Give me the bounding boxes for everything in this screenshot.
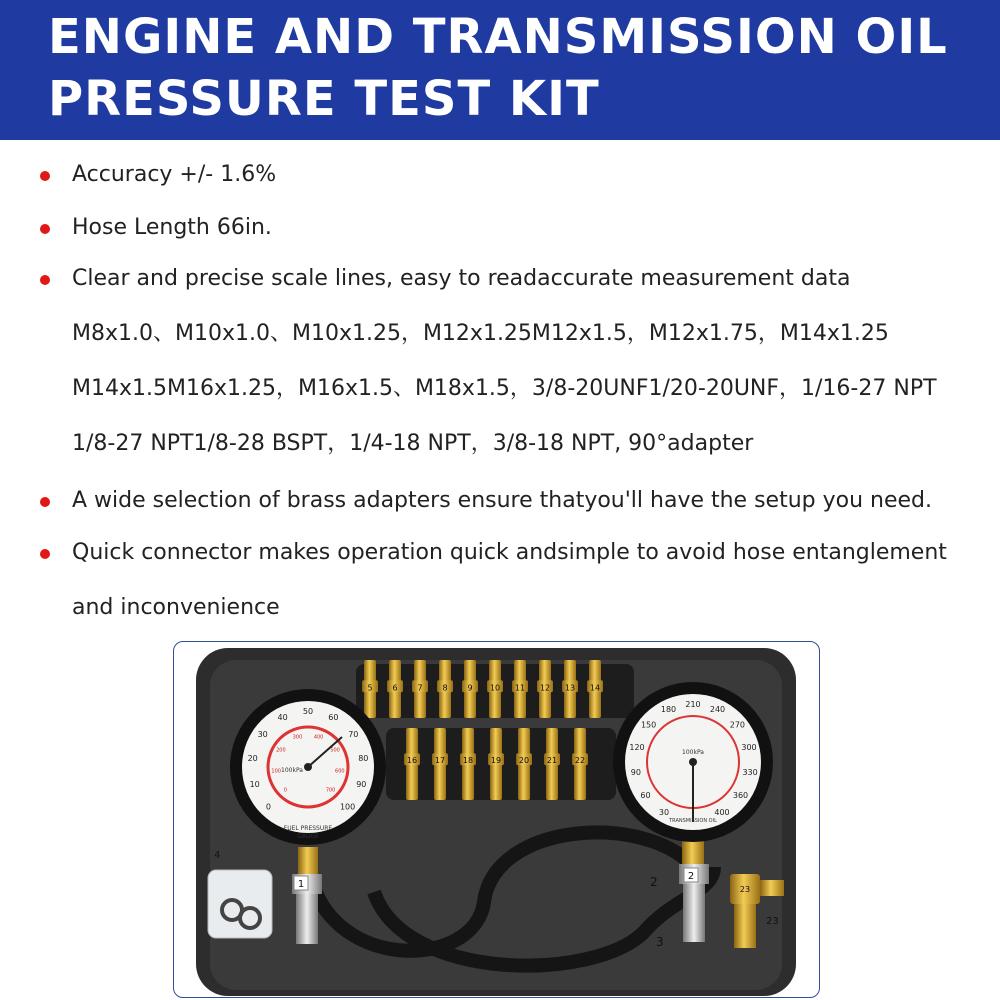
feature-adapters: A wide selection of brass adapters ensure thatyou'll have the setup you need. — [72, 488, 932, 513]
gauge-scale-label: 10 — [249, 780, 260, 790]
adapter-number: 9 — [467, 683, 473, 693]
gauge-scale-label: 210 — [685, 699, 701, 709]
case-number: 4 — [214, 850, 221, 861]
adapter-number: 22 — [574, 756, 586, 766]
adapter-top — [387, 660, 403, 718]
adapter-number: 13 — [564, 683, 576, 693]
gauge-scale-label: 90 — [356, 780, 367, 790]
connector-shaft — [683, 884, 705, 942]
adapter-top — [362, 660, 378, 718]
adapter-top — [587, 660, 603, 718]
page-title — [48, 6, 948, 130]
adapter-sizes-line-1: M8x1.0、M10x1.0、M10x1.25，M12x1.25M12x1.5，M12x1.75，M14x1.25 — [72, 321, 889, 346]
gauge-scale-label: 300 — [741, 742, 757, 752]
title-line-2: PRESSURE TEST KIT — [48, 71, 600, 127]
adapter-middle — [544, 728, 560, 800]
gauge-scale-label: 0 — [283, 787, 287, 794]
adapter-arm — [760, 880, 784, 896]
feature-quick-connector: Quick connector makes operation quick andsimple to avoid hose entanglement — [72, 540, 947, 565]
gauge-units: 100kPa — [281, 767, 303, 774]
adapter-number: 18 — [462, 756, 474, 766]
feature-scale-lines: Clear and precise scale lines, easy to readaccurate measurement data — [72, 266, 851, 291]
adapter-shaft — [734, 904, 756, 948]
adapter-top — [562, 660, 578, 718]
gauge-scale-label: 90 — [630, 767, 641, 777]
gauge-label-2: GAUGE — [297, 833, 319, 840]
bullet-icon — [40, 275, 50, 285]
gauge-scale-label: 100 — [271, 768, 281, 775]
connector-number: 2 — [687, 871, 695, 882]
bullet-icon — [40, 224, 50, 234]
adapter-number: 20 — [518, 756, 530, 766]
gauge-scale-label: 700 — [325, 787, 336, 794]
adapter-number: 10 — [489, 683, 501, 693]
adapter-top — [462, 660, 478, 718]
adapter-top — [512, 660, 528, 718]
feature-hose-length: Hose Length 66in. — [72, 215, 272, 240]
test-kit-case-illustration — [174, 642, 819, 997]
adapter-top — [437, 660, 453, 718]
gauge-scale-label: 20 — [247, 754, 258, 763]
gauge-scale-label: 300 — [292, 734, 303, 741]
adapter-number: 11 — [514, 683, 526, 693]
gauge-scale-label: 500 — [330, 747, 340, 754]
gauge-scale-label: 270 — [729, 720, 746, 730]
quick-connector-1 — [292, 874, 322, 944]
adapter-number: 8 — [442, 683, 448, 693]
adapter-top — [537, 660, 553, 718]
gauge-label: TRANSMISSION OIL — [669, 818, 717, 824]
connector-number: 23 — [739, 885, 751, 894]
gauge-scale-label: 400 — [313, 734, 324, 741]
gauge-scale-label: 30 — [257, 729, 268, 739]
gauge-scale-label: 600 — [335, 768, 345, 775]
adapter-number: 6 — [392, 683, 398, 693]
bullet-icon — [40, 171, 50, 181]
gauge-scale-label: 30 — [658, 808, 670, 817]
connector-shaft — [296, 894, 318, 944]
feature-accuracy: Accuracy +/- 1.6% — [72, 162, 277, 187]
adapter-number: 17 — [434, 756, 446, 766]
adapter-middle — [488, 728, 504, 800]
product-photo — [173, 641, 820, 998]
adapter-sizes-line-3: 1/8-27 NPT1/8-28 BSPT，1/4-18 NPT，3/8-18 NPT, 90°adapter — [72, 431, 754, 456]
adapter-middle — [516, 728, 532, 800]
adapter-middle — [404, 728, 420, 800]
gauge-scale-label: 150 — [640, 720, 657, 730]
gauge-scale-label: 180 — [660, 705, 677, 715]
bullet-icon — [40, 549, 50, 559]
gauge-scale-label: 80 — [358, 754, 369, 763]
gauge-scale-label: 70 — [348, 729, 359, 739]
gauge-scale-label: 100 — [339, 802, 356, 812]
title-banner — [0, 0, 1000, 140]
adapter-number: 21 — [546, 756, 558, 766]
gauge-scale-label: 50 — [302, 706, 314, 716]
adapter-sizes-line-2: M14x1.5M16x1.25，M16x1.5、M18x1.5，3/8-20UNF1/20-20UNF，1/16-27 NPT — [72, 376, 937, 401]
adapter-top — [412, 660, 428, 718]
adapter-number: 5 — [367, 683, 373, 693]
gauge-scale-label: 360 — [732, 791, 749, 801]
feature-quick-connector-cont: and inconvenience — [72, 595, 280, 620]
gauge-scale-label: 60 — [640, 791, 651, 801]
gauge-scale-label: 40 — [277, 712, 288, 722]
adapter-top — [487, 660, 503, 718]
gauge-scale-label: 400 — [714, 808, 730, 817]
adapter-number: 12 — [539, 683, 551, 693]
gauge-units: 100kPa — [682, 749, 704, 756]
adapter-number: 16 — [406, 756, 418, 766]
gauge-scale-label: 0 — [265, 802, 271, 812]
adapter-middle — [432, 728, 448, 800]
adapter-middle — [572, 728, 588, 800]
gauge-label: FUEL PRESSURE — [283, 825, 333, 832]
gauge-pivot — [689, 758, 697, 766]
gauge-scale-label: 200 — [276, 747, 286, 754]
title-line-1: ENGINE AND TRANSMISSION OIL — [48, 9, 948, 65]
gauge-scale-label: 60 — [328, 712, 339, 722]
case-number: 2 — [650, 875, 658, 889]
adapter-middle — [460, 728, 476, 800]
connector-number: 1 — [297, 879, 305, 890]
gauge-scale-label: 330 — [742, 767, 758, 777]
adapter-number: 7 — [417, 683, 423, 693]
gauge-scale-label: 240 — [709, 705, 726, 715]
gauge-scale-label: 120 — [629, 742, 645, 752]
gauge-stem — [298, 847, 318, 875]
bullet-icon — [40, 497, 50, 507]
gauge-pivot — [304, 763, 312, 771]
quick-connector-2 — [679, 864, 709, 942]
case-number: 3 — [656, 935, 664, 949]
adapter-number: 14 — [589, 683, 601, 693]
case-number: 23 — [766, 916, 779, 927]
adapter-number: 19 — [490, 756, 502, 766]
